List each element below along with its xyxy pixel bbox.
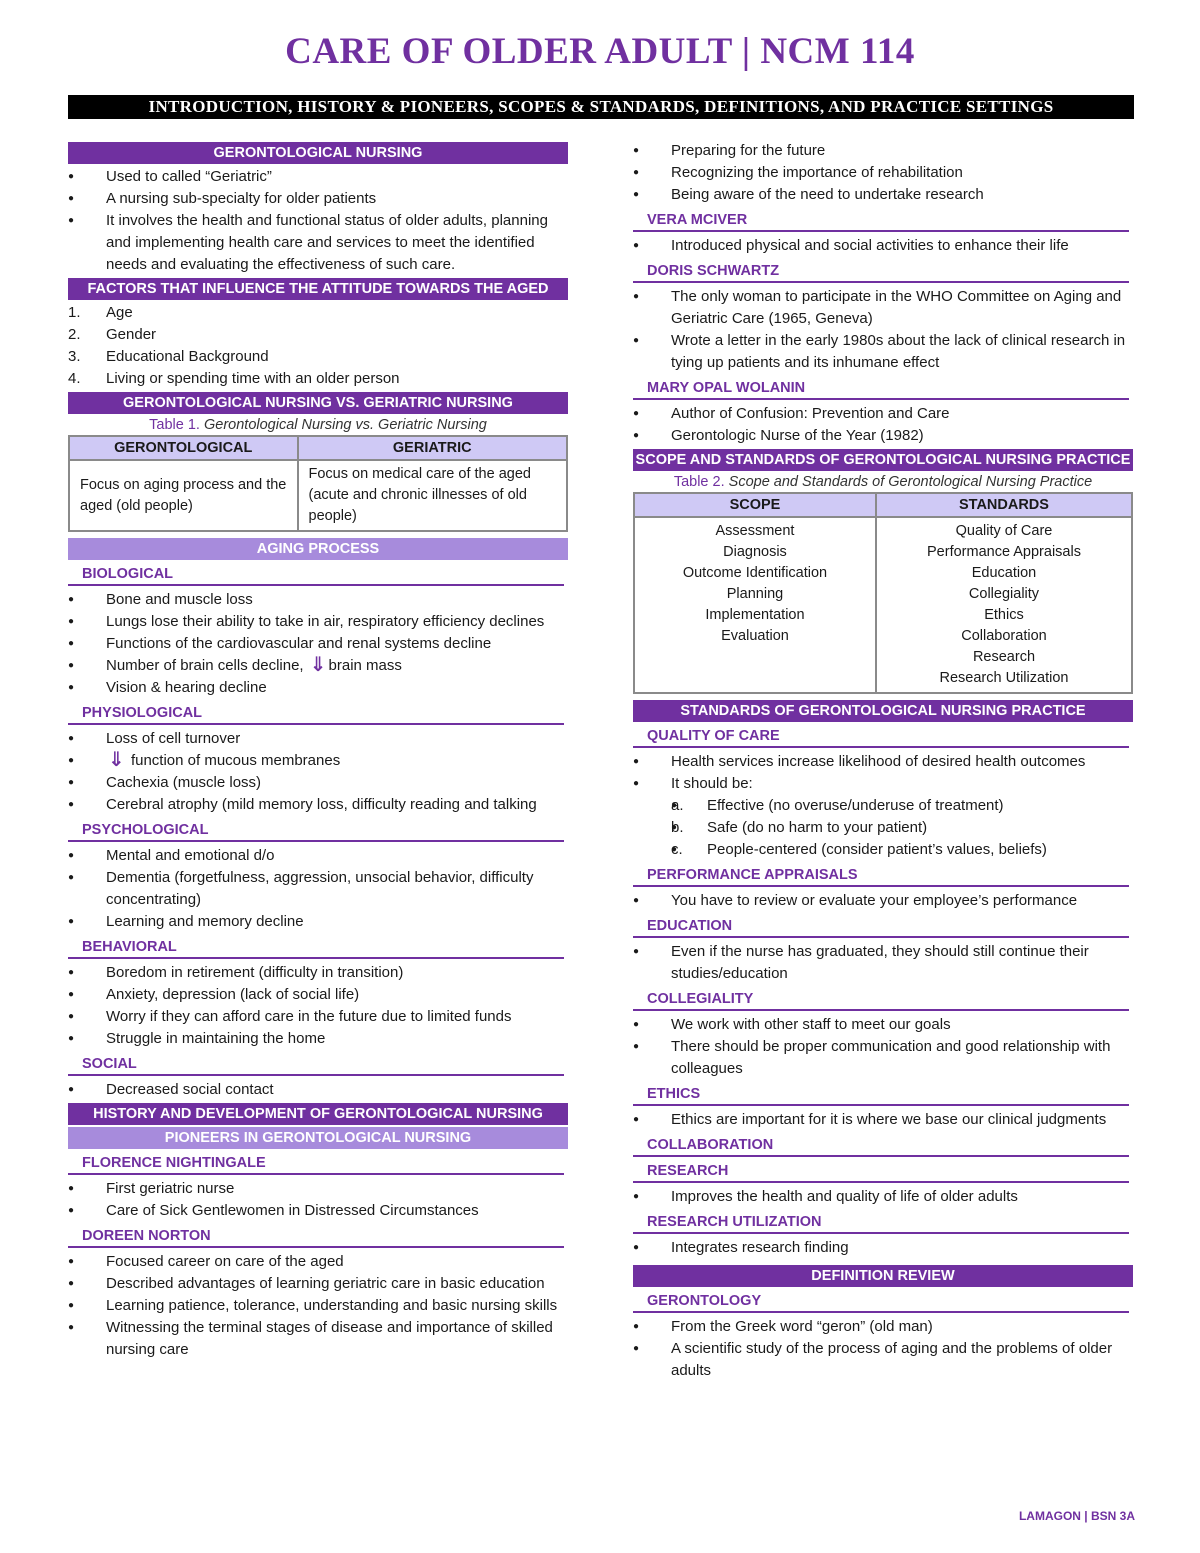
list-item: ● Worry if they can afford care in the future due to limited funds [68, 1006, 568, 1028]
table-cell: Focus on aging process and the aged (old people) [69, 460, 298, 531]
table-cell: Focus on medical care of the aged (acute and chronic illnesses of old people) [298, 460, 568, 531]
list-item: ● Struggle in maintaining the home [68, 1028, 568, 1050]
subsection-heading: GERONTOLOGY [633, 1291, 1129, 1313]
list-item: ● There should be proper communication and good relationship with colleagues [633, 1036, 1133, 1080]
bullet-list [68, 1251, 568, 1361]
subsection-heading: FLORENCE NIGHTINGALE [68, 1153, 564, 1175]
list-item: ● Being aware of the need to undertake research [633, 184, 1133, 206]
list-item: ● Cachexia (muscle loss) [68, 772, 568, 794]
table-caption: Table 2. Scope and Standards of Gerontological Nursing Practice [673, 474, 1093, 490]
list-item: ● b. Safe (do no harm to your patient) [671, 817, 1133, 839]
bullet-list [68, 1178, 568, 1222]
list-item: ● Gerontologic Nurse of the Year (1982) [633, 425, 1133, 447]
subsection-heading: DOREEN NORTON [68, 1226, 564, 1248]
bullet-list [633, 941, 1133, 985]
list-item: ● Bone and muscle loss [68, 589, 568, 611]
list-item: ● Vision & hearing decline [68, 677, 568, 699]
section-heading: GERONTOLOGICAL NURSING [68, 142, 568, 164]
bullet-list [633, 751, 1133, 861]
bullet-list [633, 1237, 1133, 1259]
section-heading: AGING PROCESS [68, 538, 568, 560]
list-item: ● A nursing sub-specialty for older patients [68, 188, 568, 210]
list-item: ● Improves the health and quality of life of older adults [633, 1186, 1133, 1208]
bullet-list [633, 1316, 1133, 1382]
list-item: ● Used to called “Geriatric” [68, 166, 568, 188]
list-item: 2. Gender [68, 326, 157, 343]
list-item: ● Dementia (forgetfulness, aggression, unsocial behavior, difficulty concentrating) [68, 867, 568, 911]
sub-list [671, 795, 1133, 861]
list-item: ● Wrote a letter in the early 1980s about the lack of clinical research in tying up patients and its inhumane effect [633, 330, 1133, 374]
subsection-heading: ETHICS [633, 1084, 1129, 1106]
section-heading: HISTORY AND DEVELOPMENT OF GERONTOLOGICAL NURSING [68, 1103, 568, 1125]
list-item: ● Decreased social contact [68, 1079, 568, 1101]
list-item: ● A scientific study of the process of aging and the problems of older adults [633, 1338, 1133, 1382]
bullet-list [68, 962, 568, 1050]
list-item: 4. Living or spending time with an older person [68, 370, 400, 387]
subsection-heading: QUALITY OF CARE [633, 726, 1129, 748]
subsection-heading: COLLEGIALITY [633, 989, 1129, 1011]
subsection-heading: RESEARCH [633, 1161, 1129, 1183]
page-footer: LAMAGON | BSN 3A [1018, 1509, 1135, 1523]
list-item: ● It involves the health and functional status of older adults, planning and implementing health care and services to meet the identified needs and evaluating the effectiveness of such care. [68, 210, 568, 276]
list-item: ● Care of Sick Gentlewomen in Distressed Circumstances [68, 1200, 568, 1222]
bullet-list [68, 845, 568, 933]
subsection-heading: BIOLOGICAL [68, 564, 564, 586]
bullet-list [633, 1186, 1133, 1208]
table-header: STANDARDS [876, 493, 1132, 517]
subsection-heading: PHYSIOLOGICAL [68, 703, 564, 725]
section-heading: DEFINITION REVIEW [633, 1265, 1133, 1287]
list-item: 3. Educational Background [68, 348, 269, 365]
section-heading: FACTORS THAT INFLUENCE THE ATTITUDE TOWARDS THE AGED [68, 278, 568, 300]
list-item: ● Number of brain cells decline, ⇓ brain mass [68, 655, 568, 677]
bullet-list [633, 1109, 1133, 1131]
table-cell: Assessment Diagnosis Outcome Identification Planning Implementation Evaluation [634, 517, 876, 693]
scope-standards-table [633, 492, 1133, 694]
page-subtitle-bar: INTRODUCTION, HISTORY & PIONEERS, SCOPES & STANDARDS, DEFINITIONS, AND PRACTICE SETTINGS [68, 95, 1134, 119]
subsection-heading: COLLABORATION [633, 1135, 1129, 1157]
list-item: ● Cerebral atrophy (mild memory loss, difficulty reading and talking [68, 794, 568, 816]
section-heading: STANDARDS OF GERONTOLOGICAL NURSING PRACTICE [633, 700, 1133, 722]
table-caption: Table 1. Gerontological Nursing vs. Geriatric Nursing [149, 417, 487, 433]
subsection-heading: EDUCATION [633, 916, 1129, 938]
bullet-list [68, 1079, 568, 1101]
bullet-list [633, 286, 1133, 374]
bullet-list [68, 166, 568, 276]
list-item: ● From the Greek word “geron” (old man) [633, 1316, 1133, 1338]
list-item: ● Boredom in retirement (difficulty in transition) [68, 962, 568, 984]
list-item: ● Focused career on care of the aged [68, 1251, 568, 1273]
section-heading: GERONTOLOGICAL NURSING VS. GERIATRIC NURSING [68, 392, 568, 414]
list-item: ● Introduced physical and social activities to enhance their life [633, 235, 1133, 257]
list-item: ● The only woman to participate in the WHO Committee on Aging and Geriatric Care (1965, Geneva) [633, 286, 1133, 330]
list-item: 1. Age [68, 304, 133, 321]
list-item: ● Learning patience, tolerance, understanding and basic nursing skills [68, 1295, 568, 1317]
table-cell: Quality of Care Performance Appraisals Education Collegiality Ethics Collaboration Research Research Utilization [876, 517, 1132, 693]
list-item: ● a. Effective (no overuse/underuse of treatment) [671, 795, 1133, 817]
list-item: ● Functions of the cardiovascular and renal systems decline [68, 633, 568, 655]
bullet-list [633, 890, 1133, 912]
section-heading: SCOPE AND STANDARDS OF GERONTOLOGICAL NURSING PRACTICE [633, 449, 1133, 471]
subsection-heading: MARY OPAL WOLANIN [633, 378, 1129, 400]
list-item: ● Mental and emotional d/o [68, 845, 568, 867]
list-item: ● c. People-centered (consider patient’s values, beliefs) [671, 839, 1133, 861]
bullet-list [68, 589, 568, 699]
page-title: CARE OF OLDER ADULT | NCM 114 [285, 31, 915, 72]
right-column [633, 140, 1133, 1382]
list-item: ● You have to review or evaluate your employee’s performance [633, 890, 1133, 912]
list-item: ● Learning and memory decline [68, 911, 568, 933]
list-item: ● Anxiety, depression (lack of social life) [68, 984, 568, 1006]
list-item: ● It should be: ● a. Effective (no overuse/underuse of treatment) ● b. Safe (do no harm to your patient) ● c. People-centered (consider patient’s values, beliefs) [633, 773, 1133, 861]
list-item: ● We work with other staff to meet our goals [633, 1014, 1133, 1036]
left-column [68, 140, 568, 1361]
list-item: ● Integrates research finding [633, 1237, 1133, 1259]
list-item: ● Even if the nurse has graduated, they should still continue their studies/education [633, 941, 1133, 985]
section-heading: PIONEERS IN GERONTOLOGICAL NURSING [68, 1127, 568, 1149]
subsection-heading: VERA MCIVER [633, 210, 1129, 232]
list-item: ● Witnessing the terminal stages of disease and importance of skilled nursing care [68, 1317, 568, 1361]
list-item: ● ⇓ function of mucous membranes [68, 750, 568, 772]
list-item: ● Author of Confusion: Prevention and Care [633, 403, 1133, 425]
bullet-list [633, 403, 1133, 447]
table-header: GERONTOLOGICAL [69, 436, 298, 460]
list-item: ● Lungs lose their ability to take in air, respiratory efficiency declines [68, 611, 568, 633]
down-arrow-icon: ⇓ [309, 654, 327, 676]
list-item: ● Described advantages of learning geriatric care in basic education [68, 1273, 568, 1295]
subsection-heading: RESEARCH UTILIZATION [633, 1212, 1129, 1234]
down-arrow-icon: ⇓ [108, 749, 125, 771]
list-item: ● Ethics are important for it is where we base our clinical judgments [633, 1109, 1133, 1131]
bullet-list [633, 140, 1133, 206]
bullet-list [68, 728, 568, 816]
list-item: ● Loss of cell turnover [68, 728, 568, 750]
table-header: GERIATRIC [298, 436, 568, 460]
subsection-heading: PSYCHOLOGICAL [68, 820, 564, 842]
bullet-list [633, 1014, 1133, 1080]
subsection-heading: BEHAVIORAL [68, 937, 564, 959]
list-item: ● Recognizing the importance of rehabilitation [633, 162, 1133, 184]
list-item: ● First geriatric nurse [68, 1178, 568, 1200]
list-item: ● Health services increase likelihood of desired health outcomes [633, 751, 1133, 773]
subsection-heading: PERFORMANCE APPRAISALS [633, 865, 1129, 887]
numbered-list [68, 302, 568, 390]
comparison-table [68, 435, 568, 532]
bullet-list [633, 235, 1133, 257]
table-header: SCOPE [634, 493, 876, 517]
subsection-heading: DORIS SCHWARTZ [633, 261, 1129, 283]
subsection-heading: SOCIAL [68, 1054, 564, 1076]
list-item: ● Preparing for the future [633, 140, 1133, 162]
